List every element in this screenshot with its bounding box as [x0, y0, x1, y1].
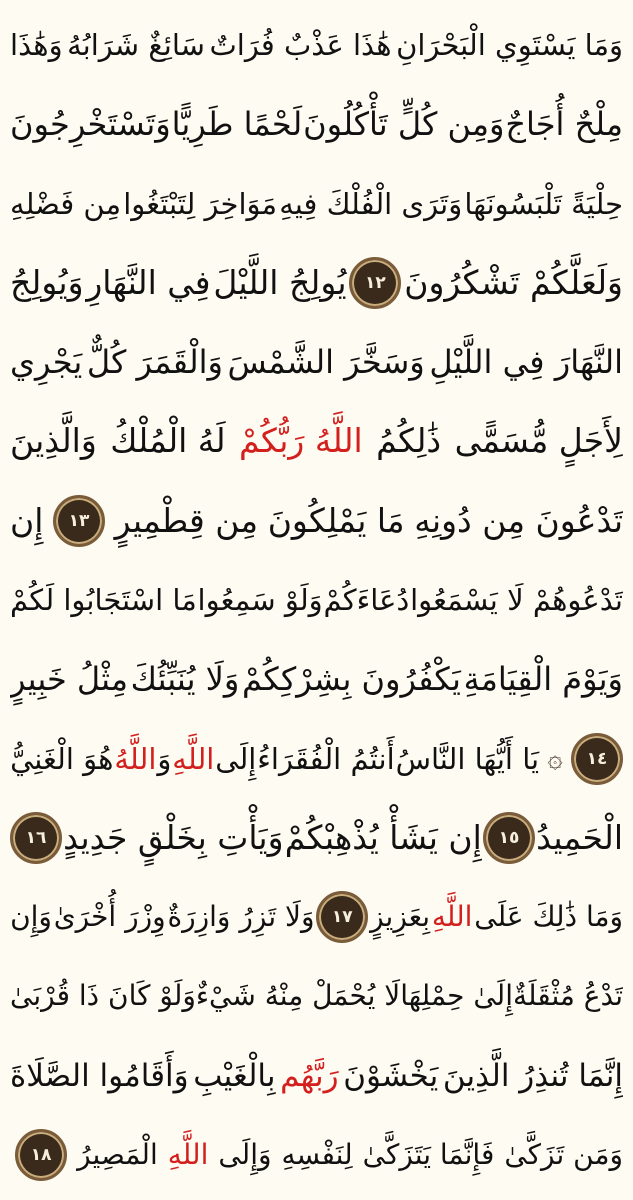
verse-text: وَلَوْ سَمِعُوا [197, 582, 323, 617]
verse-text: مِن فَضْلِهِ [10, 186, 122, 221]
verse-text: مِلْحٌ أُجَاجٌ [505, 105, 623, 144]
verse-text: يَا أَيُّهَا النَّاسُ [395, 741, 540, 776]
text-line-1 [10, 6, 623, 84]
verse-text: لِنَفْسِهِ [281, 1137, 353, 1171]
verse-text: إِن [10, 500, 44, 540]
verse-text: تَدْعُ مُثْقَلَةٌ [513, 979, 623, 1013]
verse-text: وَتَرَى الْفُلْكَ فِيهِ [279, 186, 463, 221]
verse-text: لَحْمًا طَرِيًّا [171, 105, 303, 144]
verse-text: وَإِلَى [218, 1137, 272, 1171]
text-line-14 [10, 1037, 623, 1115]
text-line-13 [10, 957, 623, 1035]
verse-text: لِأَجَلٍ مُّسَمًّى [454, 421, 623, 461]
divine-name-text: رَبَّهُم [280, 1057, 339, 1094]
verse-text: وِزْرَ أُخْرَىٰ [53, 900, 166, 934]
ayah-number-marker: ١٧ [316, 891, 368, 943]
text-line-7 [10, 482, 623, 560]
divine-name-text: اللَّهِ [172, 741, 215, 776]
verse-text: يَجْرِي [10, 343, 83, 382]
verse-text: وَلَا يُنَبِّئُكَ [130, 660, 240, 699]
verse-text: هُوَ الْغَنِيُّ [10, 741, 114, 776]
verse-text: يُولِجُ اللَّيْلَ [213, 262, 347, 302]
verse-text: سَائِغٌ شَرَابُهُ [67, 28, 205, 62]
verse-text: لَهُ الْمُلْكُ [110, 421, 226, 461]
verse-text: وَيُولِجُ [10, 262, 84, 302]
text-line-4 [10, 244, 623, 322]
verse-text: ذَٰلِكُمُ [376, 421, 442, 461]
text-line-15 [10, 1116, 623, 1194]
ayah-number-marker: ١٤ [571, 733, 623, 785]
verse-text: وَلَا تَزِرُ وَازِرَةٌ [167, 900, 315, 934]
verse-text: أَنتُمُ الْفُقَرَاءُ [257, 741, 395, 776]
text-line-5 [10, 323, 623, 401]
verse-text: وَمِن كُلٍّ تَأْكُلُونَ [303, 105, 505, 144]
verse-text: مِن قِطْمِيرٍ [114, 500, 259, 540]
verse-text: فَإِنَّمَا يَتَزَكَّىٰ [362, 1137, 495, 1171]
verse-text: دُعَاءَكُمْ [323, 582, 410, 617]
verse-text: تَدْعُونَ مِن دُونِهِ [414, 500, 623, 540]
verse-text: إِلَى [215, 741, 257, 776]
verse-text: بِعَزِيزٍ [370, 900, 431, 934]
verse-text: وَمَا يَسْتَوِي الْبَحْرَانِ [396, 28, 623, 62]
divine-name-text: اللَّهُ رَبُّكُمْ [239, 421, 363, 461]
verse-text: مَوَاخِرَ لِتَبْتَغُوا [123, 186, 278, 221]
verse-text: وَسَخَّرَ الشَّمْسَ [227, 343, 425, 382]
ayah-number-marker: ١٢ [349, 257, 401, 309]
verse-text: وَمَن تَزَكَّىٰ [504, 1137, 623, 1171]
text-line-6 [10, 402, 623, 480]
verse-text: وَهَٰذَا [10, 28, 63, 62]
verse-text: إِن يَشَأْ يُذْهِبْكُمْ [284, 817, 482, 857]
verse-text: وَلَعَلَّكُمْ تَشْكُرُونَ [404, 262, 623, 302]
verse-text: إِنَّمَا تُنذِرُ الَّذِينَ [442, 1057, 623, 1094]
verse-text: وَلَوْ كَانَ ذَا قُرْبَىٰ [10, 979, 196, 1013]
verse-text: يَخْشَوْنَ [343, 1057, 439, 1094]
verse-text: وَمَا ذَٰلِكَ عَلَى [474, 900, 623, 934]
ayah-number-marker: ١٨ [15, 1129, 67, 1181]
text-line-8 [10, 561, 623, 639]
divine-name-text: اللَّهِ [431, 900, 473, 934]
verse-text: فِي النَّهَارِ [86, 262, 211, 302]
ayah-number-marker: ١٦ [10, 812, 62, 864]
verse-text: وَالَّذِينَ [10, 421, 97, 461]
verse-text: وَيَأْتِ بِخَلْقٍ جَدِيدٍ [63, 817, 284, 857]
verse-text: النَّهَارَ فِي اللَّيْلِ [429, 343, 623, 382]
verse-text: حِلْيَةً تَلْبَسُونَهَا [464, 186, 623, 221]
verse-text: لَا يُحْمَلْ مِنْهُ شَيْءٌ [195, 979, 401, 1013]
verse-text: هَٰذَا عَذْبٌ فُرَاتٌ [209, 28, 392, 62]
verse-text: وَيَوْمَ الْقِيَامَةِ [463, 660, 623, 699]
verse-text: مَا يَمْلِكُونَ [267, 500, 405, 540]
verse-text: مِثْلُ خَبِيرٍ [10, 660, 128, 699]
verse-text: الْحَمِيدُ [536, 817, 623, 857]
verse-text: تَدْعُوهُمْ لَا يَسْمَعُوا [410, 582, 623, 617]
verse-text: مَا اسْتَجَابُوا لَكُمْ [10, 582, 197, 617]
text-line-2 [10, 85, 623, 163]
text-line-10 [10, 720, 623, 798]
ayah-number-marker: ١٣ [53, 495, 105, 547]
text-line-3 [10, 165, 623, 243]
rub-el-hizb-icon: ۞ [547, 743, 563, 774]
verse-text: الْمَصِيرُ [77, 1137, 158, 1171]
verse-text: بِالْغَيْبِ [193, 1057, 276, 1094]
verse-text: وَإِن [10, 900, 52, 934]
divine-name-text: اللَّهُ [114, 741, 157, 776]
verse-text: وَتَسْتَخْرِجُونَ [10, 105, 171, 144]
verse-text: إِلَىٰ حِمْلِهَا [400, 979, 513, 1013]
text-line-12 [10, 878, 623, 956]
verse-text: يَكْفُرُونَ بِشِرْكِكُمْ [242, 660, 461, 699]
text-line-11 [10, 799, 623, 877]
verse-text: وَالْقَمَرَ كُلٌّ [86, 343, 223, 382]
text-line-9 [10, 640, 623, 718]
verse-text: وَ [157, 741, 172, 776]
ayah-number-marker: ١٥ [483, 812, 535, 864]
verse-text: وَأَقَامُوا الصَّلَاةَ [10, 1057, 189, 1094]
divine-name-text: اللَّهِ [167, 1137, 209, 1171]
